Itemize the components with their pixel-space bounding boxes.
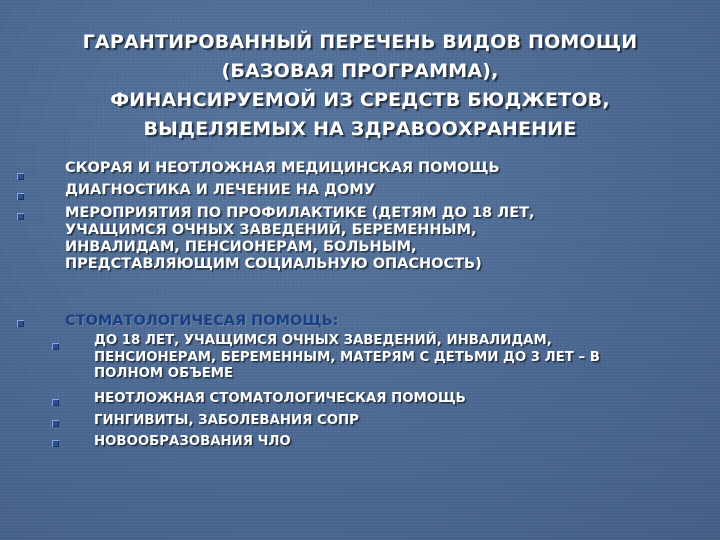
sub-list-item: [94, 333, 600, 383]
list-item: [65, 205, 535, 273]
list-item-text: СТОМАТОЛОГИЧЕСАЯ ПОМОЩЬ:: [65, 313, 339, 329]
title-line: ВЫДЕЛЯЕМЫХ НА ЗДРАВООХРАНЕНИЕ: [143, 118, 577, 140]
title-line: (БАЗОВАЯ ПРОГРАММА),: [221, 60, 499, 82]
square-bullet-icon: [17, 193, 24, 200]
square-bullet-icon: [17, 173, 24, 180]
square-bullet-icon: [52, 399, 59, 406]
list-item-text: ПОЛНОМ ОБЪЕМЕ: [94, 366, 234, 381]
list-item-text: ДО 18 ЛЕТ, УЧАЩИМСЯ ОЧНЫХ ЗАВЕДЕНИЙ, ИНВАЛИДАМ,: [94, 333, 552, 348]
list-item-text: СКОРАЯ И НЕОТЛОЖНАЯ МЕДИЦИНСКАЯ ПОМОЩЬ: [65, 160, 500, 176]
sub-list-item: [94, 413, 359, 430]
square-bullet-icon: [52, 420, 59, 427]
list-item-text: ГИНГИВИТЫ, ЗАБОЛЕВАНИЯ СОПР: [94, 413, 359, 428]
title-line: ГАРАНТИРОВАННЫЙ ПЕРЕЧЕНЬ ВИДОВ ПОМОЩИ: [82, 31, 638, 53]
list-item-text: ИНВАЛИДАМ, ПЕНСИОНЕРАМ, БОЛЬНЫМ,: [65, 239, 417, 255]
square-bullet-icon: [52, 343, 59, 350]
list-item-text: НЕОТЛОЖНАЯ СТОМАТОЛОГИЧЕСКАЯ ПОМОЩЬ: [94, 391, 466, 406]
title-line: ФИНАНСИРУЕМОЙ ИЗ СРЕДСТВ БЮДЖЕТОВ,: [110, 89, 610, 111]
list-item-text: НОВООБРАЗОВАНИЯ ЧЛО: [94, 434, 291, 449]
list-item: [65, 160, 500, 177]
list-item-text: УЧАЩИМСЯ ОЧНЫХ ЗАВЕДЕНИЙ, БЕРЕМЕННЫМ,: [65, 222, 477, 238]
sub-list-item: [94, 391, 466, 408]
list-item-text: ПРЕДСТАВЛЯЮЩИМ СОЦИАЛЬНУЮ ОПАСНОСТЬ): [65, 256, 482, 272]
square-bullet-icon: [17, 320, 24, 327]
square-bullet-icon: [17, 213, 24, 220]
list-item: [65, 182, 375, 199]
slide-title: [40, 28, 680, 144]
square-bullet-icon: [52, 440, 59, 447]
sub-list-item: [94, 434, 291, 451]
list-item-text: ДИАГНОСТИКА И ЛЕЧЕНИЕ НА ДОМУ: [65, 182, 375, 198]
dental-help-heading: [65, 313, 338, 330]
list-item-text: МЕРОПРИЯТИЯ ПО ПРОФИЛАКТИКЕ (ДЕТЯМ ДО 18 ЛЕТ,: [65, 205, 535, 221]
list-item-text: ПЕНСИОНЕРАМ, БЕРЕМЕННЫМ, МАТЕРЯМ С ДЕТЬМИ ДО 3 ЛЕТ – В: [94, 349, 600, 365]
